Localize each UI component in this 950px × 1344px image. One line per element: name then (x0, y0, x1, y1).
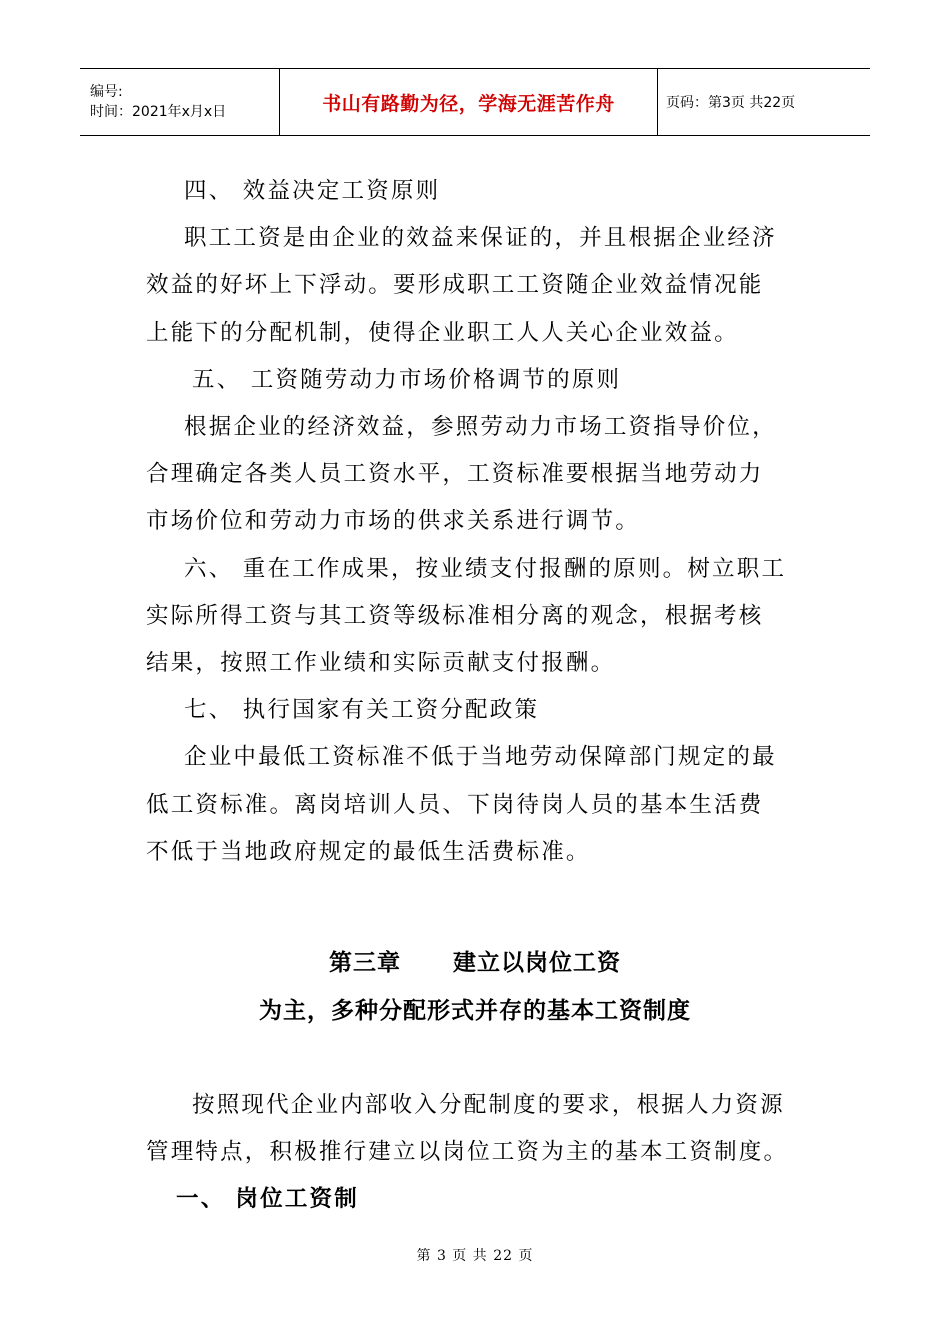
motto-text: 书山有路勤为径，学海无涯苦作舟 (322, 92, 615, 115)
chapter-intro (146, 1082, 810, 1224)
page-footer: 第 3 页 共 22 页 (416, 1248, 534, 1264)
section-1-title: 一、 岗位工资制 (176, 1186, 359, 1213)
paragraph-line: 实际所得工资与其工资等级标准相分离的观念，根据考核 (146, 602, 764, 629)
chapter-title-line-1 (0, 944, 950, 977)
paragraph-line: 按照现代企业内部收入分配制度的要求，根据人力资源 (192, 1092, 785, 1118)
chapter-title-line-2 (0, 992, 950, 1025)
paragraph-line: 职工工资是由企业的效益来保证的，并且根据企业经济 (184, 225, 777, 252)
chapter-title-part-2: 为主，多种分配形式并存的基本工资制度 (259, 998, 691, 1024)
section-6-title: 六、 重在工作成果，按业绩支付报酬的原则。树立职工 (184, 555, 787, 582)
paragraph-line: 市场价位和劳动力市场的供求关系进行调节。 (146, 508, 641, 535)
header-page-code (658, 69, 870, 135)
header-meta (80, 69, 280, 135)
chapter-title-part-1: 建立以岗位工资 (453, 950, 621, 976)
paragraph-line: 低工资标准。离岗培训人员、下岗待岗人员的基本生活费 (146, 791, 764, 818)
header-motto (280, 69, 658, 135)
paragraph-line: 不低于当地政府规定的最低生活费标准。 (146, 838, 591, 865)
paragraph-line: 企业中最低工资标准不低于当地劳动保障部门规定的最 (184, 744, 777, 771)
page-header (80, 68, 870, 136)
paragraph-line: 结果，按照工作业绩和实际贡献支付报酬。 (146, 650, 616, 677)
paragraph-line: 合理确定各类人员工资水平，工资标准要根据当地劳动力 (146, 461, 764, 488)
section-7-title: 七、 执行国家有关工资分配政策 (184, 697, 540, 724)
document-body (146, 168, 810, 876)
paragraph-line: 上能下的分配机制，使得企业职工人人关心企业效益。 (146, 319, 739, 346)
number-label: 编号: (90, 84, 123, 100)
paragraph-line: 管理特点，积极推行建立以岗位工资为主的基本工资制度。 (146, 1139, 789, 1166)
time-label: 时间：2021年x月x日 (90, 104, 227, 120)
section-5-title: 五、 工资随劳动力市场价格调节的原则 (192, 366, 622, 393)
paragraph-line: 效益的好坏上下浮动。要形成职工工资随企业效益情况能 (146, 272, 764, 299)
chapter-number: 第三章 (329, 950, 401, 976)
paragraph-line: 根据企业的经济效益，参照劳动力市场工资指导价位， (184, 414, 777, 441)
section-4-title: 四、 效益决定工资原则 (184, 178, 441, 204)
page-code-text: 页码：第3页 共22页 (666, 95, 796, 111)
